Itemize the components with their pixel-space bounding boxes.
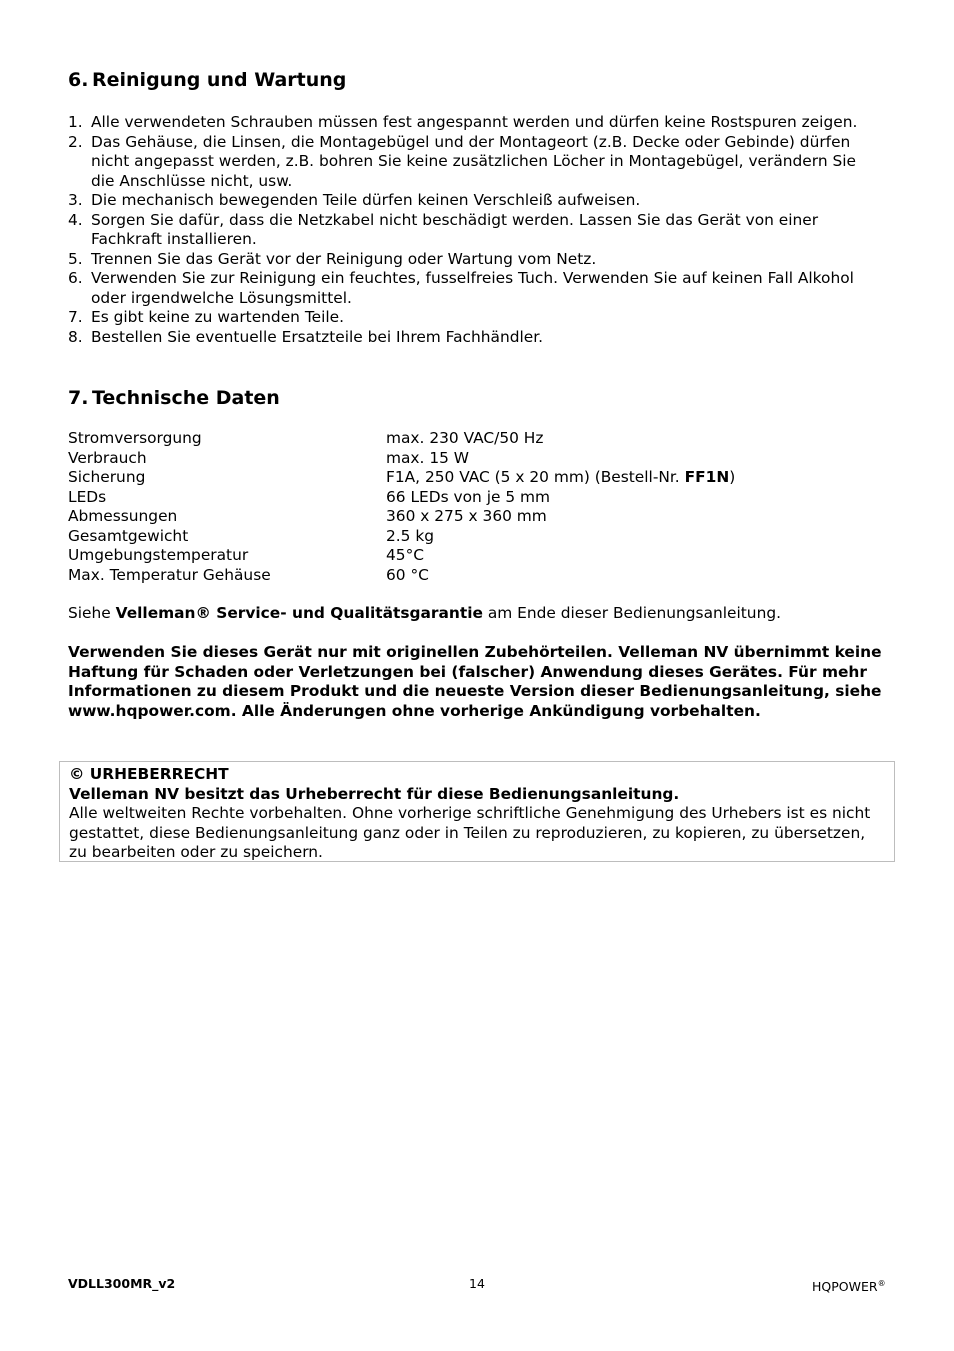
- spec-table: [68, 429, 735, 585]
- footer-brand: HQPOWER®: [812, 1279, 886, 1295]
- warning-paragraph: Verwenden Sie dieses Gerät nur mit originellen Zubehörteilen. Velleman NV übernimmt keine Haftung für Schaden oder Verletzungen bei (falscher) Anwendung dieses Gerätes. Für mehr Informationen zu diesem Produkt und die neueste Version dieser Bedienungsanleitung, siehe www.hqpower.com. Alle Änderungen ohne vorherige Ankündigung vorbehalten.: [68, 643, 882, 720]
- list-item: 2. Das Gehäuse, die Linsen, die Montagebügel und der Montageort (z.B. Decke oder Gebinde) dürfen nicht angepasst werden, z.B. bohren Sie keine zusätzlichen Löcher in Montagebügel, verändern Sie die Anschlüsse nicht, usw.: [68, 132, 856, 190]
- maintenance-list: [68, 113, 868, 347]
- registered-mark: ®: [877, 1279, 886, 1288]
- list-item: 5. Trennen Sie das Gerät vor der Reinigung oder Wartung vom Netz.: [68, 249, 597, 268]
- section-7-number: 7.: [68, 387, 89, 409]
- list-item: 8. Bestellen Sie eventuelle Ersatzteile bei Ihrem Fachhändler.: [68, 327, 544, 346]
- list-item: 3. Die mechanisch bewegenden Teile dürfen keinen Verschleiß aufweisen.: [68, 191, 641, 209]
- spec-row: Stromversorgung max. 230 VAC/50 Hz: [68, 429, 544, 447]
- spec-row: Max. Temperatur Gehäuse 60 °C: [68, 565, 429, 584]
- footer-model: VDLL300MR_v2: [68, 1276, 176, 1291]
- list-item: 7. Es gibt keine zu wartenden Teile.: [68, 308, 344, 326]
- guarantee-note: Siehe Velleman® Service- und Qualitätsgarantie am Ende dieser Bedienungsanleitung.: [68, 604, 781, 622]
- spec-row: Sicherung F1A, 250 VAC (5 x 20 mm) (Bestell-Nr. FF1N): [68, 468, 736, 486]
- spec-row: Umgebungstemperatur 45°C: [68, 546, 425, 564]
- section-7-heading: [68, 386, 280, 410]
- spec-row: Verbrauch max. 15 W: [68, 448, 470, 467]
- order-number: FF1N: [684, 468, 730, 486]
- list-item: 6. Verwenden Sie zur Reinigung ein feuchtes, fusselfreies Tuch. Verwenden Sie auf keinen Fall Alkohol oder irgendwelche Lösungsmittel.: [68, 269, 854, 307]
- section-6-number: 6.: [68, 69, 89, 91]
- list-item: 1. Alle verwendeten Schrauben müssen fest angespannt werden und dürfen keine Rostspuren zeigen.: [68, 113, 858, 131]
- spec-row: LEDs 66 LEDs von je 5 mm: [68, 487, 551, 506]
- copyright-box: [59, 761, 895, 862]
- section-6-title: Reinigung und Wartung: [92, 69, 347, 91]
- copyright-heading: © URHEBERRECHT: [69, 765, 229, 783]
- section-7-title: Technische Daten: [92, 387, 280, 409]
- spec-row: Gesamtgewicht 2.5 kg: [68, 526, 435, 545]
- list-item: 4. Sorgen Sie dafür, dass die Netzkabel nicht beschädigt werden. Lassen Sie das Gerät von einer Fachkraft installieren.: [68, 210, 819, 248]
- section-6-heading: [68, 68, 346, 92]
- footer-page-number: 14: [469, 1276, 485, 1291]
- spec-row: Abmessungen 360 x 275 x 360 mm: [68, 507, 547, 525]
- copyright-subheading: Velleman NV besitzt das Urheberrecht für diese Bedienungsanleitung.: [69, 784, 680, 803]
- copyright-body: Alle weltweiten Rechte vorbehalten. Ohne vorherige schriftliche Genehmigung des Urhebers ist es nicht gestattet, diese Bedienungsanleitung ganz oder in Teilen zu reproduzieren, zu kopieren, zu übersetzen, zu bearbeiten oder zu speichern.: [69, 804, 871, 861]
